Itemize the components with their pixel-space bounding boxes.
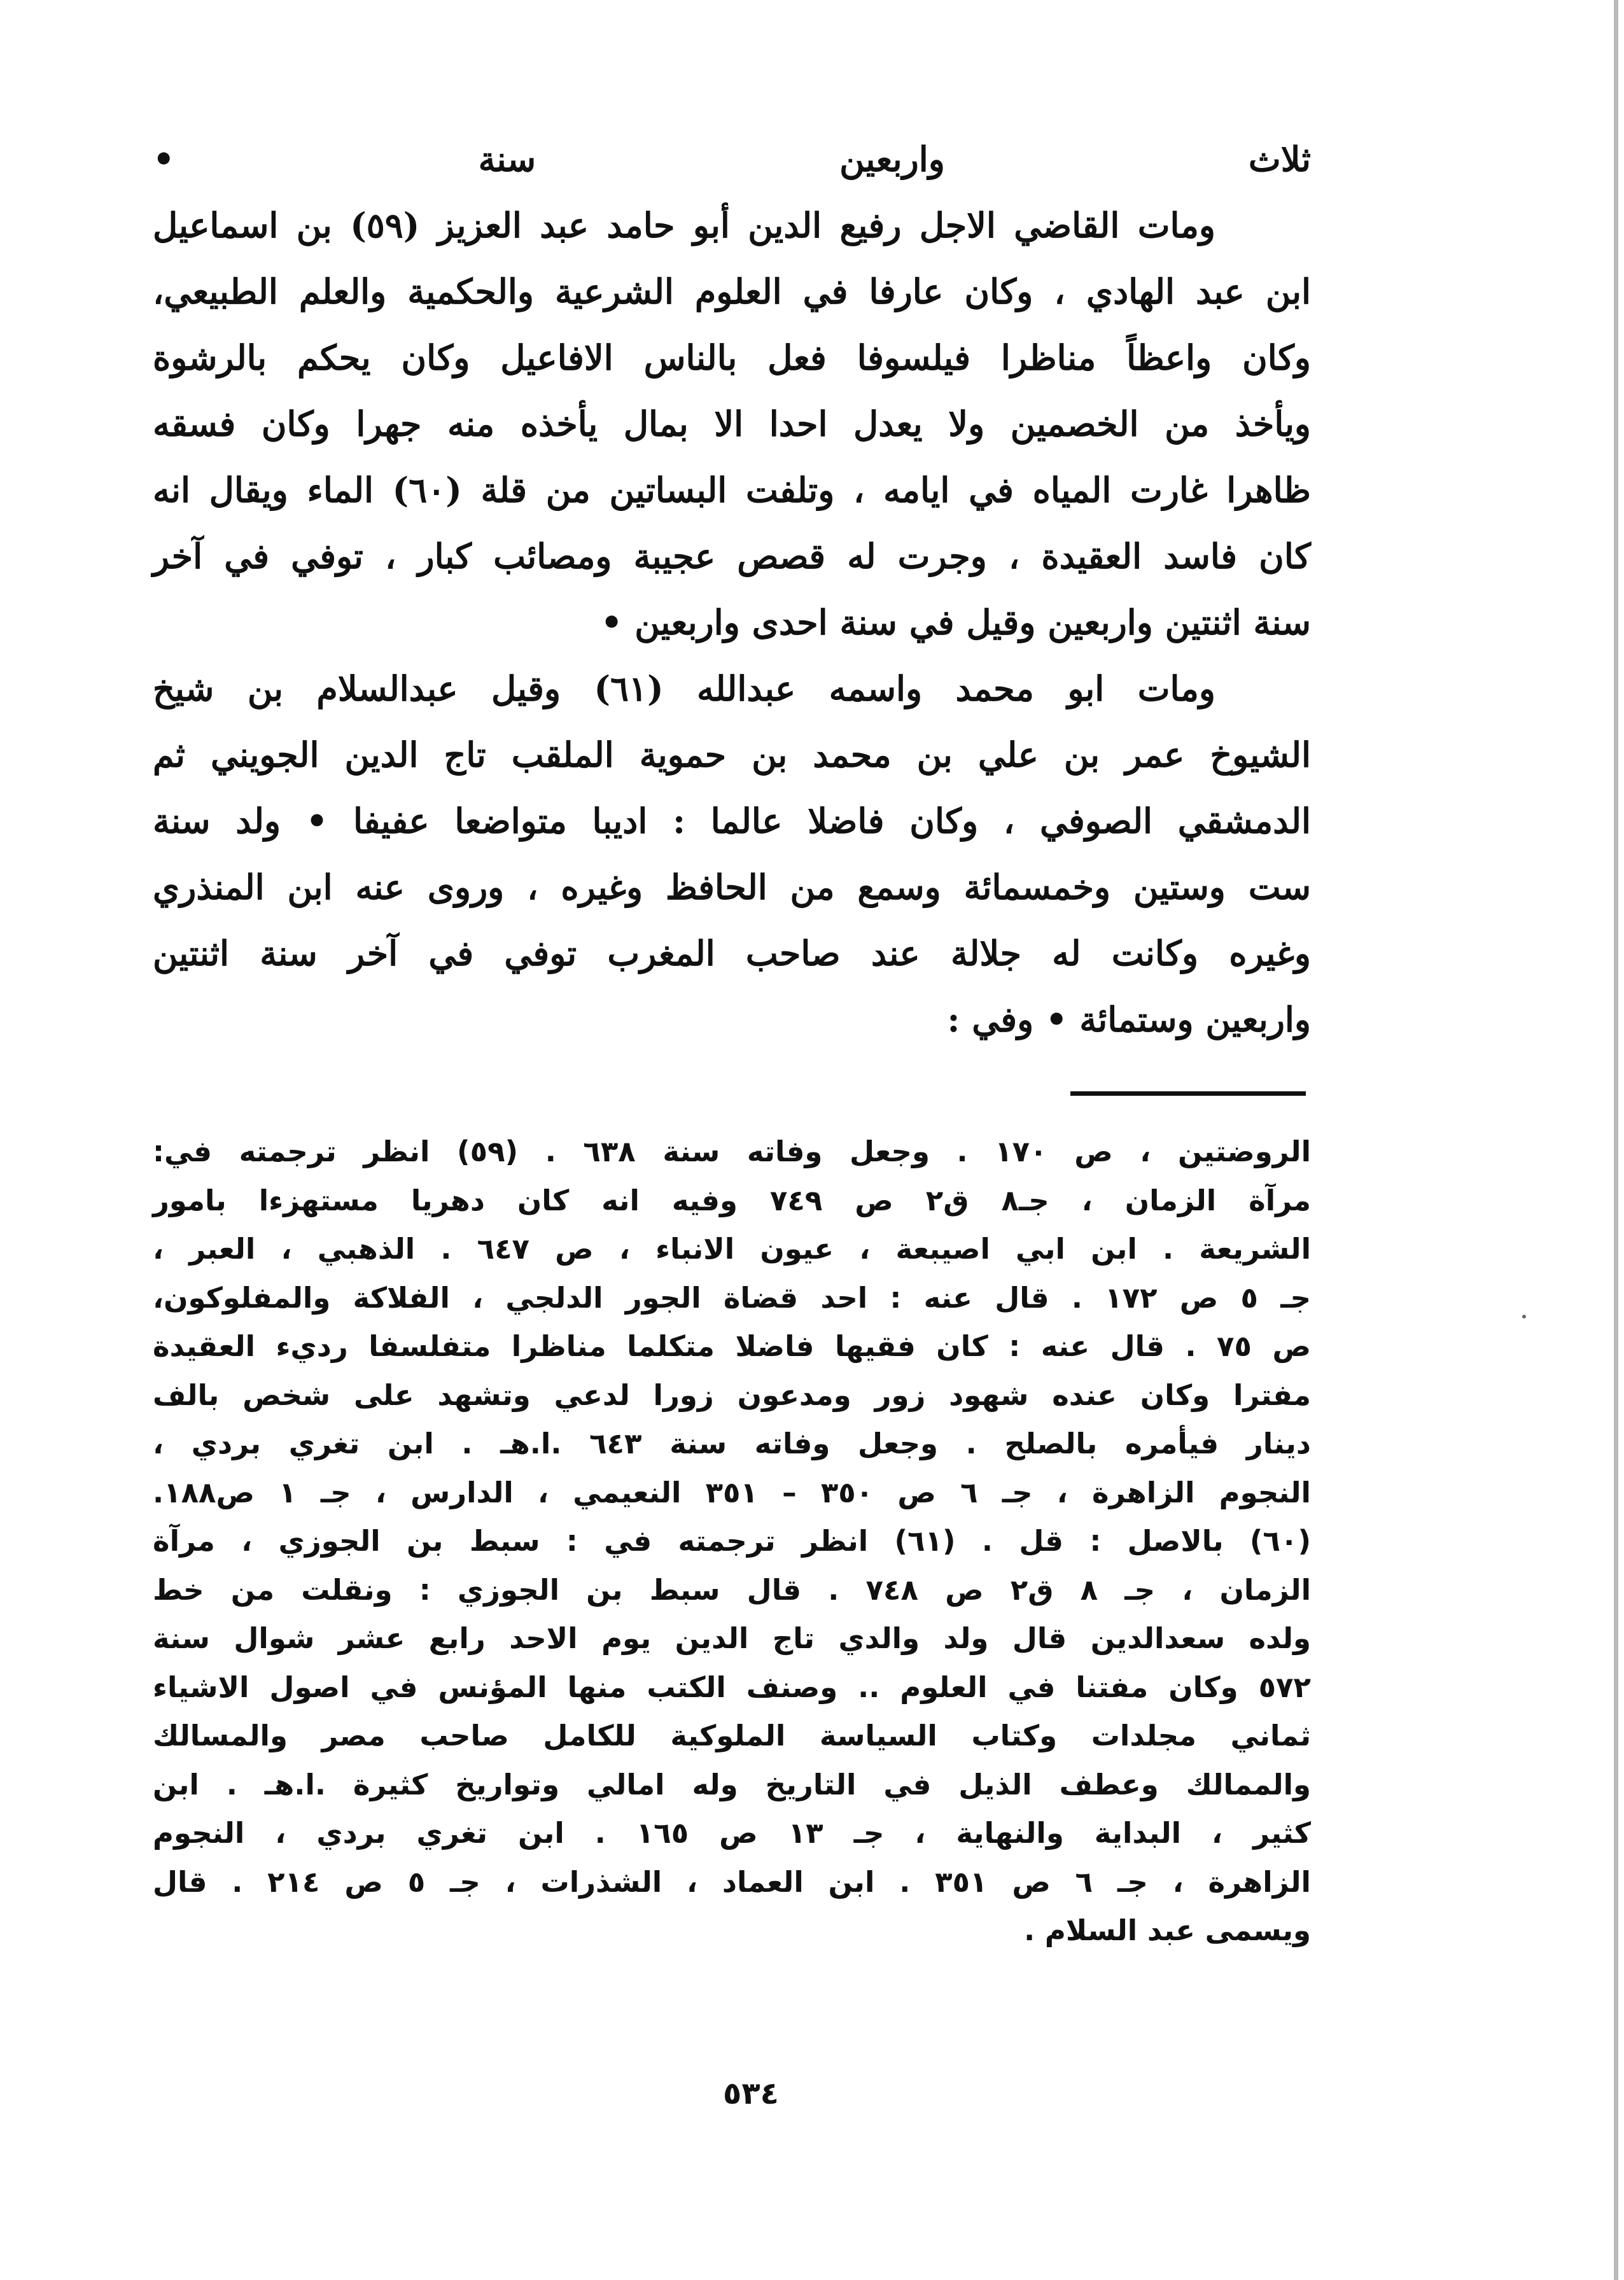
main-line: واربعين وستمائة • وفي : bbox=[947, 999, 1311, 1040]
main-line: ويأخذ من الخصمين ولا يعدل احدا الا بمال يأخذه منه جهرا وكان فسقه bbox=[153, 403, 1311, 444]
main-line: الشيوخ عمر بن علي بن محمد بن حموية الملقب تاج الدين الجويني ثم bbox=[153, 734, 1311, 775]
main-line: ثلاث واربعين سنة • bbox=[153, 139, 1311, 179]
footnotes-block bbox=[153, 1128, 1311, 1955]
footnote-line: ص ٧٥ . قال عنه : كان فقيها فاضلا متكلما مناظرا متفلسفا رديء العقيدة bbox=[153, 1329, 1311, 1363]
main-line: ومات ابو محمد واسمه عبدالله (٦١) وقيل عبدالسلام بن شيخ bbox=[153, 668, 1215, 709]
main-line: ابن عبد الهادي ، وكان عارفا في العلوم الشرعية والحكمية والعلم الطبيعي، bbox=[153, 271, 1311, 312]
footnote-line: الزاهرة ، جـ ٦ ص ٣٥١ . ابن العماد ، الشذرات ، جـ ٥ ص ٢١٤ . قال bbox=[153, 1864, 1311, 1899]
footnote-line: (٦٠) بالاصل : قل . (٦١) انظر ترجمته في : سبط بن الجوزي ، مرآة bbox=[153, 1524, 1312, 1558]
main-line: ست وستين وخمسمائة وسمع من الحافظ وغيره ، وروى عنه ابن المنذري bbox=[153, 867, 1311, 907]
main-line: الدمشقي الصوفي ، وكان فاضلا عالما : اديبا متواضعا عفيفا • ولد سنة bbox=[153, 801, 1311, 841]
main-line: ومات القاضي الاجل رفيع الدين أبو حامد عبد العزيز (٥٩) بن اسماعيل bbox=[153, 205, 1215, 246]
footnote-line: النجوم الزاهرة ، جـ ٦ ص ٣٥٠ – ٣٥١ النعيمي ، الدارس ، جـ ١ ص١٨٨. bbox=[153, 1475, 1311, 1509]
footnote-line: جـ ٥ ص ١٧٢ . قال عنه : احد قضاة الجور الدلجي ، الفلاكة والمفلوكون، bbox=[153, 1280, 1312, 1315]
footnote-separator bbox=[1070, 1091, 1306, 1096]
footnote-line: الشريعة . ابن ابي اصيبعة ، عيون الانباء ، ص ٦٤٧ . الذهبي ، العبر ، bbox=[153, 1232, 1311, 1266]
page-edge-rule bbox=[1614, 0, 1618, 2280]
footnote-line: كثير ، البداية والنهاية ، جـ ١٣ ص ١٦٥ . ابن تغري بردي ، النجوم bbox=[153, 1816, 1311, 1850]
footnote-line: الزمان ، جـ ٨ ق٢ ص ٧٤٨ . قال سبط بن الجوزي : ونقلت من خط bbox=[153, 1572, 1311, 1607]
footnote-line: ثماني مجلدات وكتاب السياسة الملوكية للكامل صاحب مصر والمسالك bbox=[153, 1719, 1311, 1752]
footnote-line: ويسمى عبد السلام . bbox=[1024, 1913, 1311, 1947]
footnote-line: مفترا وكان عنده شهود زور ومدعون زورا لدعي وتشهد على شخص بالف bbox=[153, 1378, 1311, 1412]
footnote-line: الروضتين ، ص ١٧٠ . وجعل وفاته سنة ٦٣٨ . (٥٩) انظر ترجمته في: bbox=[153, 1135, 1311, 1168]
footnote-line: مرآة الزمان ، جـ٨ ق٢ ص ٧٤٩ وفيه انه كان دهريا مستهزءا بامور bbox=[153, 1183, 1311, 1217]
footnote-line: دينار فيأمره بالصلح . وجعل وفاته سنة ٦٤٣ .ا.هـ . ابن تغري بردي ، bbox=[153, 1427, 1311, 1460]
page-number: ٥٣٤ bbox=[723, 2076, 779, 2111]
scan-speck bbox=[1522, 1315, 1526, 1318]
footnote-line: ولده سعدالدين قال ولد والدي تاج الدين يوم الاحد رابع عشر شوال سنة bbox=[153, 1621, 1311, 1655]
main-text-block bbox=[153, 126, 1311, 1053]
main-line: وغيره وكانت له جلالة عند صاحب المغرب توفي في آخر سنة اثنتين bbox=[153, 933, 1312, 974]
main-line: ظاهرا غارت المياه في ايامه ، وتلفت البساتين من قلة (٦٠) الماء ويقال انه bbox=[153, 470, 1311, 510]
main-line: وكان واعظاً مناظرا فيلسوفا فعل بالناس الافاعيل وكان يحكم بالرشوة bbox=[153, 337, 1311, 378]
main-line: كان فاسد العقيدة ، وجرت له قصص عجيبة ومصائب كبار ، توفي في آخر bbox=[153, 536, 1311, 577]
footnote-line: ٥٧٢ وكان مفتنا في العلوم .. وصنف الكتب منها المؤنس في اصول الاشياء bbox=[153, 1670, 1311, 1704]
footnote-line: والممالك وعطف الذيل في التاريخ وله امالي وتواريخ كثيرة .ا.هـ . ابن bbox=[153, 1767, 1311, 1801]
main-line: سنة اثنتين واربعين وقيل في سنة احدى واربعين • bbox=[600, 602, 1311, 643]
